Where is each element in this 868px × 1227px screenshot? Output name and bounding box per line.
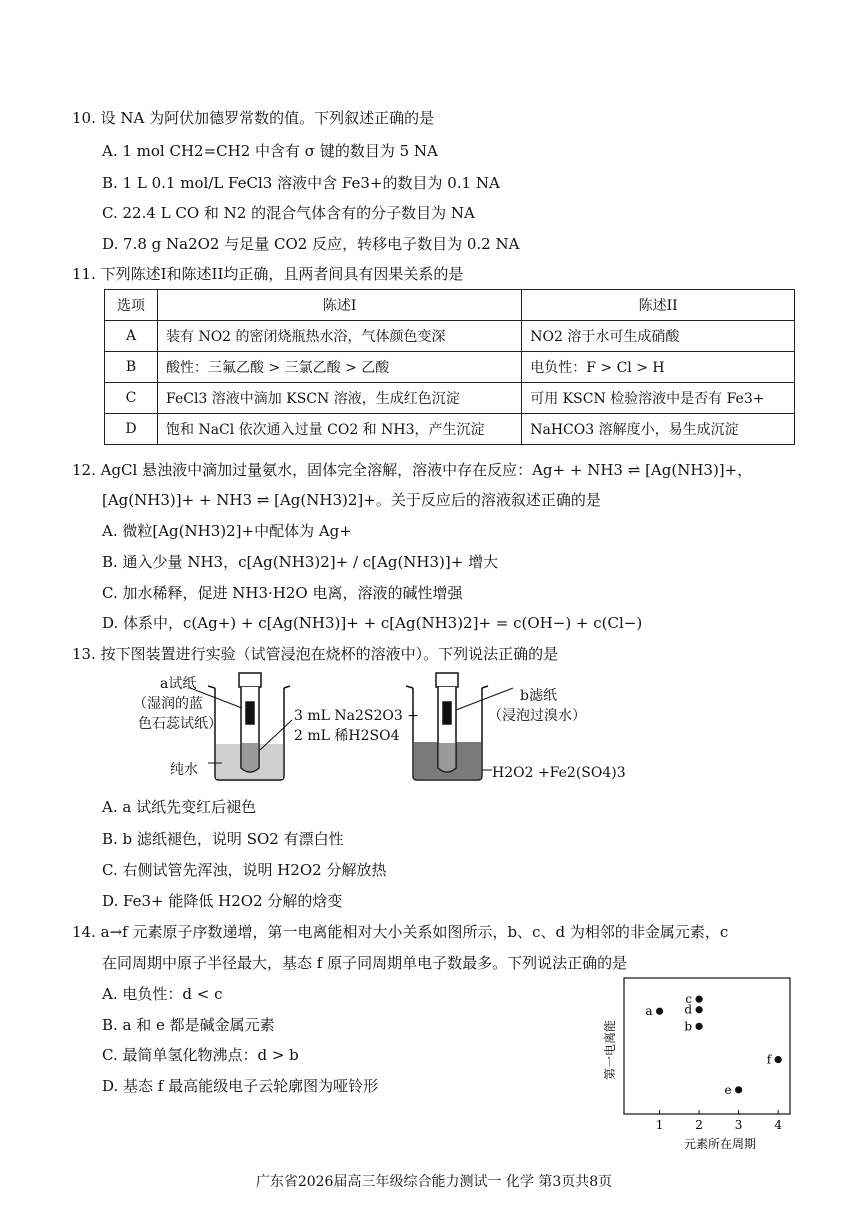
q12-stem-line1: 12. AgCl 悬浊液中滴加过量氨水，固体完全溶解，溶液中存在反应：Ag+ + NH3 ⇌ [Ag(NH3)]+， [72,461,753,479]
table-row [105,414,795,445]
chart-svg [596,972,796,1157]
q10-option-a: A. 1 mol CH2=CH2 中含有 σ 键的数目为 5 NA [102,142,438,160]
x-tick-label: 3 [734,1118,743,1132]
table-cell: A [105,321,158,352]
x-axis-label: 元素所在周期 [683,1137,757,1151]
q10-option-c: C. 22.4 L CO 和 N2 的混合气体含有的分子数目为 NA [102,204,475,222]
x-ticks [656,1110,783,1132]
point-label-e: e [724,1082,732,1097]
table-cell: 饱和 NaCl 依次通入过量 CO2 和 NH3，产生沉淀 [158,414,522,445]
table-cell: NO2 溶于水可生成硝酸 [522,321,795,352]
ionization-energy-chart [596,972,796,1161]
table-cell: D [105,414,158,445]
table-cell: NaHCO3 溶解度小，易生成沉淀 [522,414,795,445]
q13-option-b: B. b 滤纸褪色，说明 SO2 有漂白性 [102,830,344,848]
q13-option-d: D. Fe3+ 能降低 H2O2 分解的焓变 [102,892,343,910]
x-tick-label: 2 [695,1118,703,1132]
q10-stem: 10. 设 NA 为阿伏加德罗常数的值。下列叙述正确的是 [72,109,435,127]
point-f [775,1056,782,1063]
q12-option-c: C. 加水稀释，促进 NH3·H2O 电离，溶液的碱性增强 [102,584,463,602]
label-a-paper-2: （湿润的蓝 [133,696,203,712]
table-header-statement-2: 陈述II [522,290,795,321]
point-label-a: a [645,1004,653,1019]
q14-option-a: A. 电负性：d < c [102,985,223,1003]
label-a-paper-3: 色石蕊试纸） [138,716,222,732]
q14-option-c: C. 最简单氢化物沸点：d > b [102,1046,299,1064]
q12-option-b: B. 通入少量 NH3，c[Ag(NH3)2]+ / c[Ag(NH3)]+ 增大 [102,553,499,571]
table-cell: 可用 KSCN 检验溶液中是否有 Fe3+ [522,383,795,414]
q12-option-a: A. 微粒[Ag(NH3)2]+中配体为 Ag+ [102,522,352,540]
point-b [695,1023,702,1030]
label-b-paper-2: （浸泡过溴水） [488,708,586,724]
table-row [105,321,795,352]
q13-option-c: C. 右侧试管先浑浊，说明 H2O2 分解放热 [102,861,387,879]
table-header-option: 选项 [105,290,158,321]
data-points [645,992,781,1097]
label-right-solution: H2O2 +Fe2(SO4)3 [492,765,626,781]
table-header-row [105,290,795,321]
table-cell: 装有 NO2 的密闭烧瓶热水浴，气体颜色变深 [158,321,522,352]
point-label-d: d [684,1002,693,1017]
point-c [695,996,702,1003]
point-e [735,1086,742,1093]
q14-stem-line1: 14. a→f 元素原子序数递增，第一电离能相对大小关系如图所示，b、c、d 为相邻的非金属元素，c [72,923,729,941]
q14-option-b: B. a 和 e 都是碱金属元素 [102,1016,275,1034]
left-test-tube [239,673,261,772]
point-d [695,1006,702,1013]
page-footer: 广东省2026届高三年级综合能力测试一 化学 第3页共8页 [255,1174,613,1190]
label-reagent-1: 3 mL Na2S2O3 + [294,708,419,724]
table-cell: 电负性：F > Cl > H [522,352,795,383]
label-a-paper-1: a试纸 [160,676,197,692]
table-cell: C [105,383,158,414]
table-cell: FeCl3 溶液中滴加 KSCN 溶液，生成红色沉淀 [158,383,522,414]
q10-option-d: D. 7.8 g Na2O2 与足量 CO2 反应，转移电子数目为 0.2 NA [102,235,520,253]
q14-stem-line2: 在同周期中原子半径最大，基态 f 原子同周期单电子数最多。下列说法正确的是 [102,954,628,972]
q14-option-d: D. 基态 f 最高能级电子云轮廓图为哑铃形 [102,1077,379,1095]
q13-stem: 13. 按下图装置进行实验（试管浸泡在烧杯的溶液中）。下列说法正确的是 [72,645,559,663]
q12-stem-line2: [Ag(NH3)]+ + NH3 ⇌ [Ag(NH3)2]+。关于反应后的溶液叙述正确的是 [102,491,601,509]
q13-option-a: A. a 试纸先变红后褪色 [102,798,257,816]
label-b-paper-1: b滤纸 [520,688,557,704]
x-tick-label: 1 [655,1118,664,1132]
q10-option-b: B. 1 L 0.1 mol/L FeCl3 溶液中含 Fe3+的数目为 0.1 NA [102,174,500,192]
point-label-c: c [685,992,693,1007]
right-test-tube [436,673,458,772]
table-header-statement-1: 陈述I [158,290,522,321]
point-label-b: b [684,1019,693,1034]
table-row [105,383,795,414]
table-cell: B [105,352,158,383]
table-row [105,352,795,383]
q12-option-d: D. 体系中，c(Ag+) + c[Ag(NH3)]+ + c[Ag(NH3)2]+ = c(OH−) + c(Cl−) [102,614,643,632]
label-pure-water: 纯水 [170,762,198,778]
q11-stem: 11. 下列陈述I和陈述II均正确，且两者间具有因果关系的是 [72,265,464,283]
y-axis-label: 第一电离能 [603,1019,617,1081]
point-label-f: f [766,1052,772,1067]
label-reagent-2: 2 mL 稀H2SO4 [294,728,400,744]
table-cell: 酸性：三氟乙酸 > 三氯乙酸 > 乙酸 [158,352,522,383]
x-tick-label: 4 [774,1118,782,1132]
plot-frame [624,978,790,1114]
point-a [656,1008,663,1015]
q11-table [104,289,795,445]
